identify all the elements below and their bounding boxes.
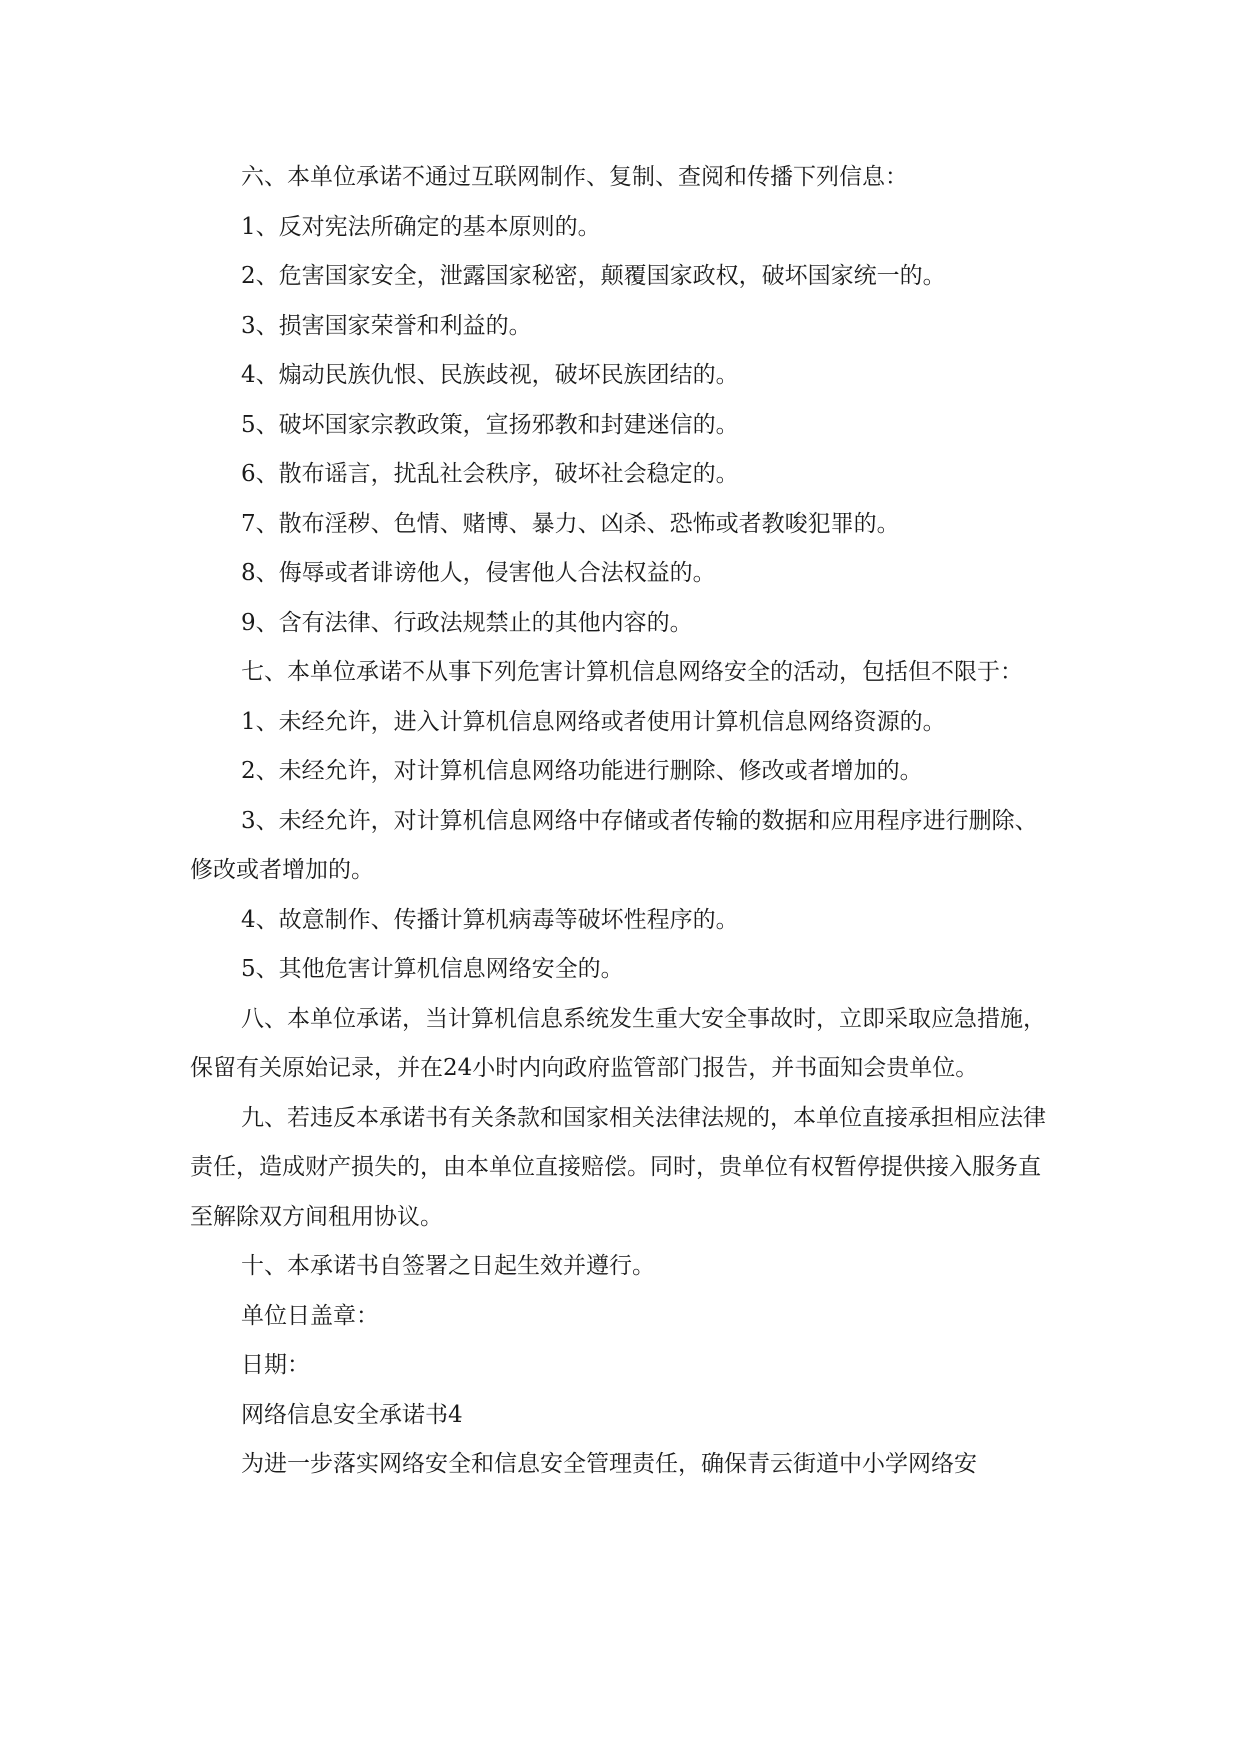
section-heading-commitment-4: 网络信息安全承诺书4 (241, 1401, 463, 1428)
paragraph-clause-6-item-6: 6、散布谣言，扰乱社会秩序，破坏社会稳定的。 (241, 461, 739, 487)
paragraph-clause-6-item-3: 3、损害国家荣誉和利益的。 (241, 312, 532, 339)
paragraph-clause-7-item-4: 4、故意制作、传播计算机病毒等破坏性程序的。 (241, 906, 739, 933)
paragraph-clause-10: 十、本承诺书自签署之日起生效并遵行。 (241, 1253, 655, 1279)
paragraph-clause-7-item-2: 2、未经允许，对计算机信息网络功能进行删除、修改或者增加的。 (241, 758, 923, 784)
paragraph-clause-6-item-7: 7、散布淫秽、色情、赌博、暴力、凶杀、恐怖或者教唆犯罪的。 (241, 510, 900, 537)
paragraph-clause-6-intro: 六、本单位承诺不通过互联网制作、复制、查阅和传播下列信息： (241, 164, 908, 190)
paragraph-clause-8: 八、本单位承诺，当计算机信息系统发生重大安全事故时，立即采取应急措施，保留有关原始记录，并在24小时内向政府监管部门报告，并书面知会贵单位。 (190, 1005, 1046, 1081)
paragraph-clause-7-item-1: 1、未经允许，进入计算机信息网络或者使用计算机信息网络资源的。 (241, 708, 946, 735)
paragraph-clause-6-item-2: 2、危害国家安全，泄露国家秘密，颠覆国家政权，破坏国家统一的。 (241, 263, 946, 289)
paragraph-clause-6-item-8: 8、侮辱或者诽谤他人，侵害他人合法权益的。 (241, 560, 716, 586)
paragraph-clause-9: 九、若违反本承诺书有关条款和国家相关法律法规的，本单位直接承担相应法律责任，造成财产损失的，由本单位直接赔偿。同时，贵单位有权暂停提供接入服务直至解除双方间租用协议。 (190, 1104, 1046, 1230)
signature-date: 日期： (241, 1352, 310, 1378)
paragraph-clause-6-item-5: 5、破坏国家宗教政策，宣扬邪教和封建迷信的。 (241, 411, 739, 438)
signature-unit-seal: 单位日盖章： (241, 1302, 379, 1329)
paragraph-clause-6-item-4: 4、煽动民族仇恨、民族歧视，破坏民族团结的。 (241, 362, 739, 388)
paragraph-clause-6-item-9: 9、含有法律、行政法规禁止的其他内容的。 (241, 609, 693, 636)
document-body (190, 153, 1050, 1490)
paragraph-clause-7-item-3: 3、未经允许，对计算机信息网络中存储或者传输的数据和应用程序进行删除、修改或者增加的。 (190, 807, 1038, 883)
paragraph-commitment-4-intro: 为进一步落实网络安全和信息安全管理责任，确保青云街道中小学网络安 (241, 1451, 977, 1477)
paragraph-clause-7-intro: 七、本单位承诺不从事下列危害计算机信息网络安全的活动，包括但不限于： (241, 659, 1023, 685)
paragraph-clause-7-item-5: 5、其他危害计算机信息网络安全的。 (241, 956, 624, 982)
paragraph-clause-6-item-1: 1、反对宪法所确定的基本原则的。 (241, 213, 601, 240)
